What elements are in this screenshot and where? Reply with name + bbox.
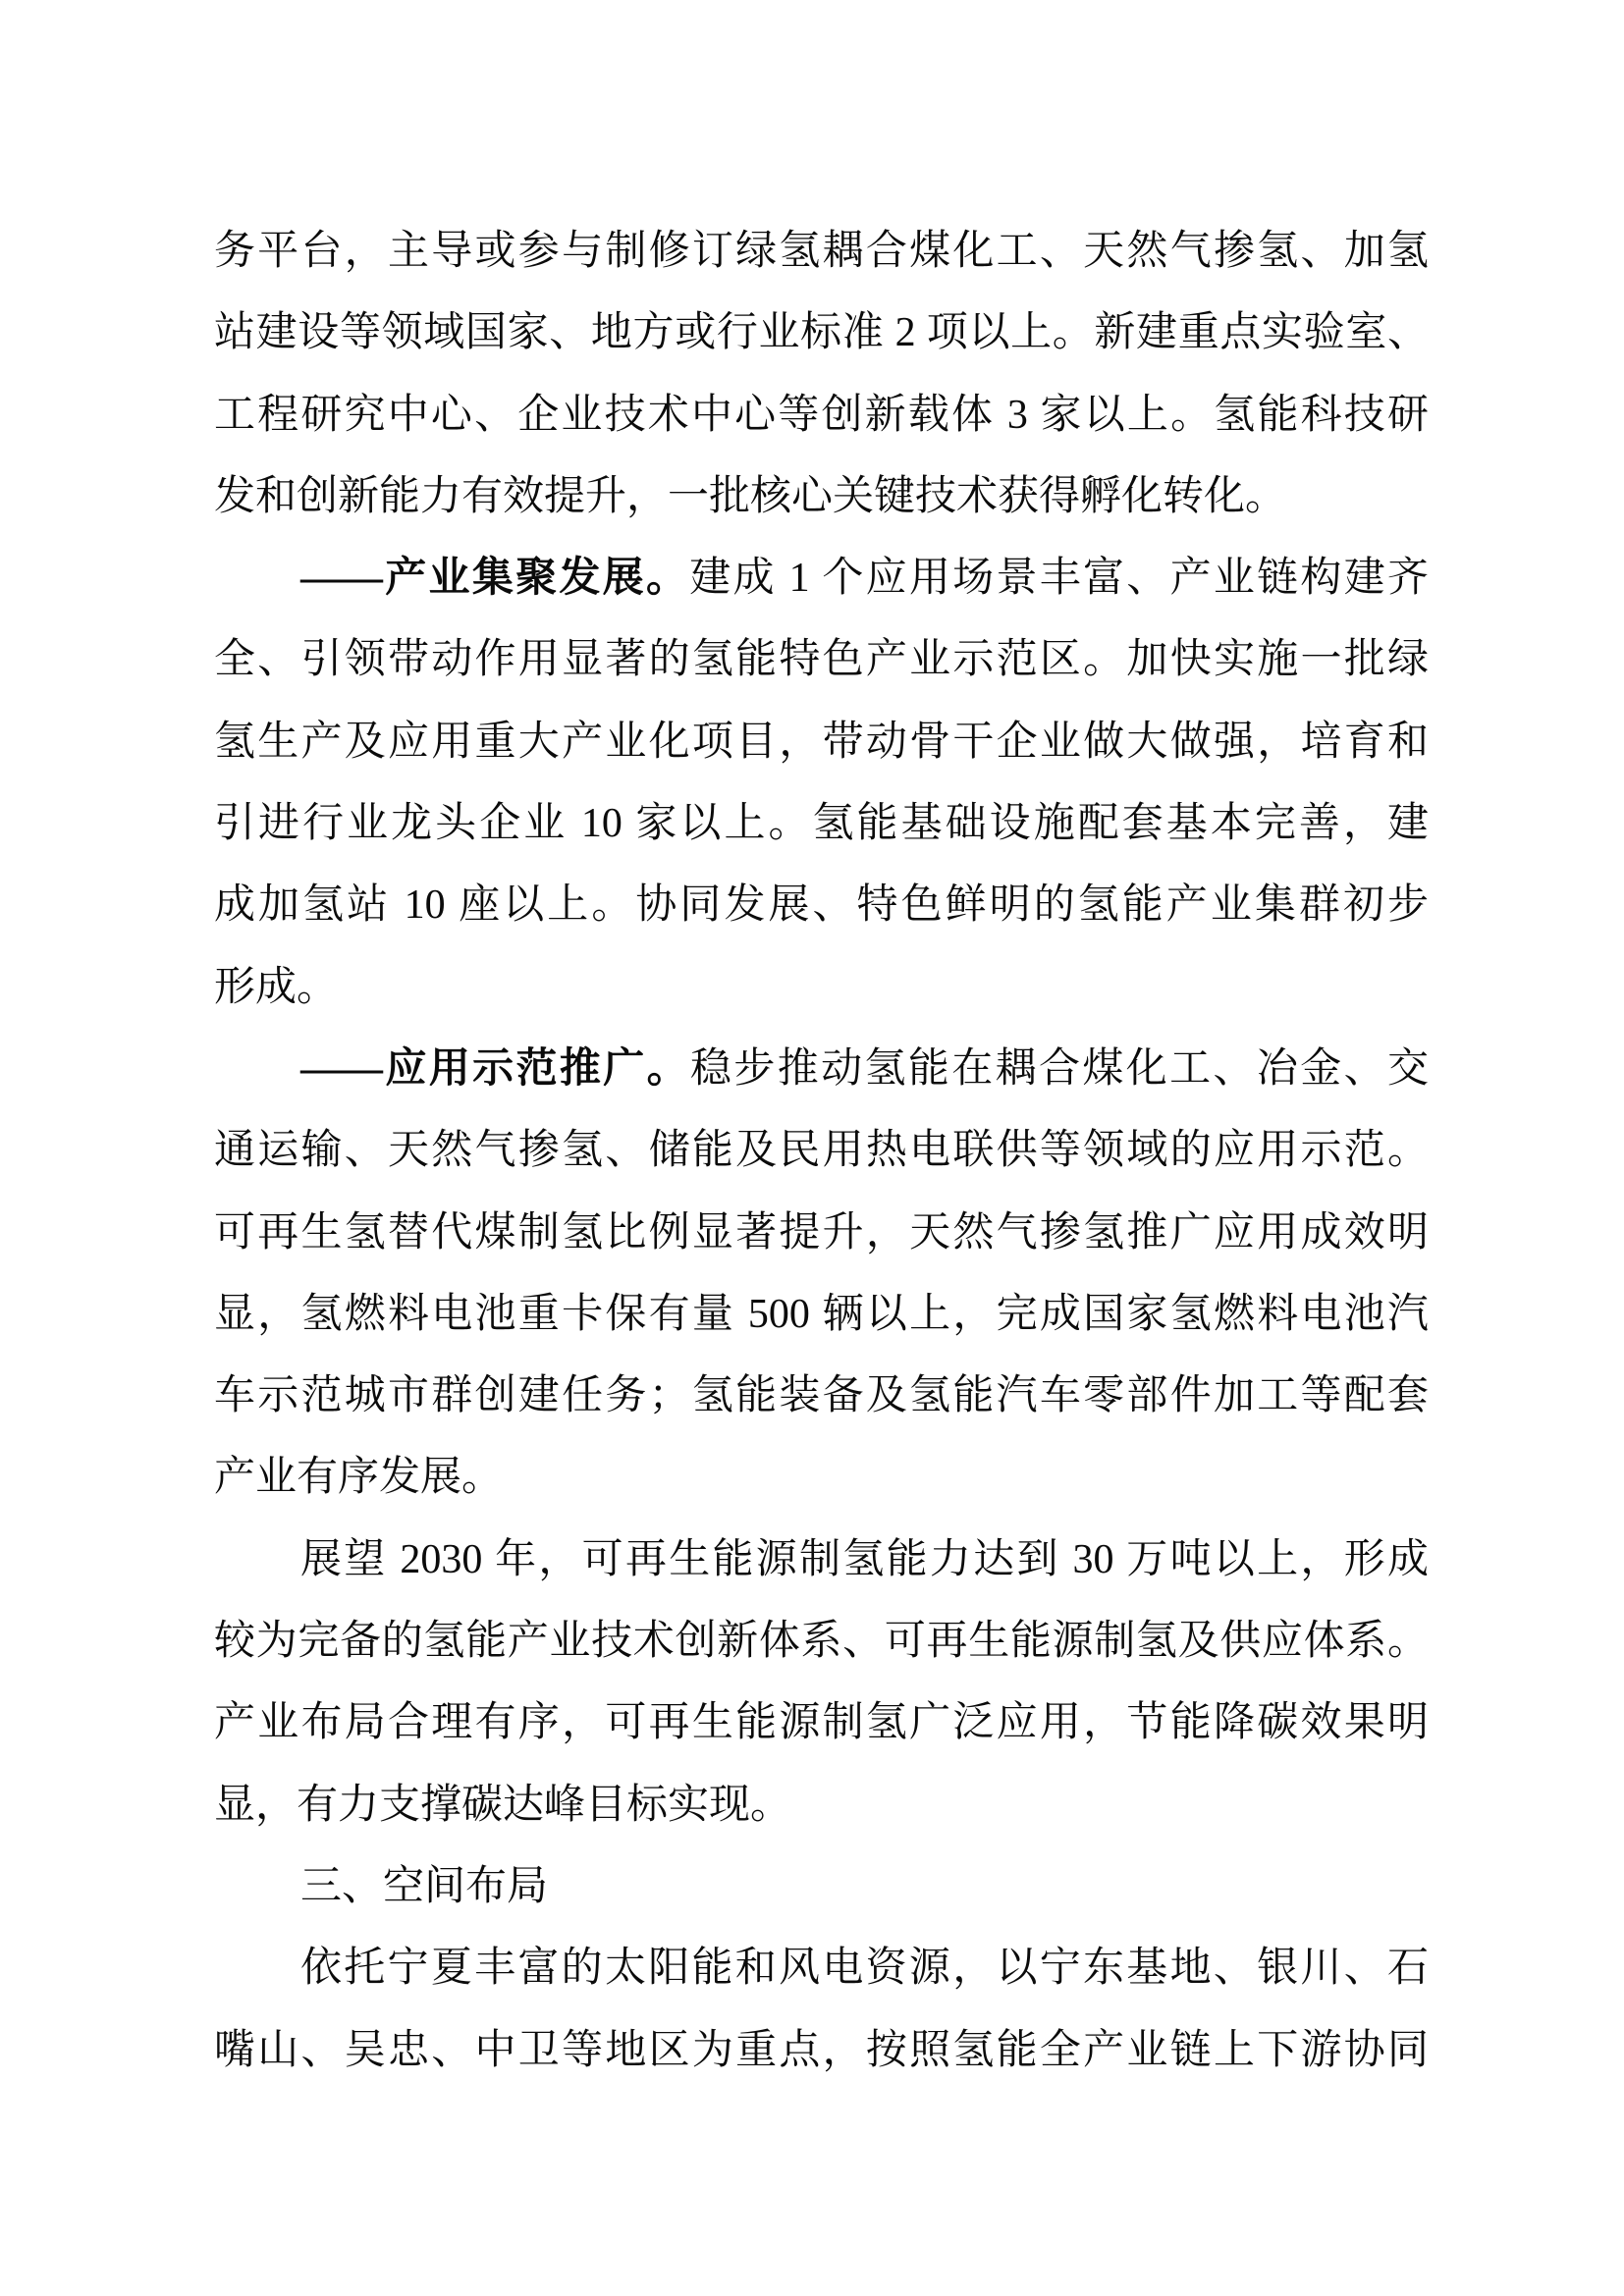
text-line [214,1029,1429,1110]
text-run: 成加氢站 10 座以上。协同发展、特色鲜明的氢能产业集群初步 [214,882,1429,929]
text-line [214,1437,1429,1519]
page-content [214,211,1429,2092]
text-line [214,1682,1429,1764]
text-run: 依托宁夏丰富的太阳能和风电资源，以宁东基地、银川、石 [300,1946,1429,1992]
text-run: 引进行业龙头企业 10 家以上。氢能基础设施配套基本完善，建 [214,801,1429,847]
text-line [214,538,1429,619]
text-run: 展望 2030 年，可再生能源制氢能力达到 30 万吨以上，形成 [300,1536,1429,1582]
text-line [214,1928,1429,2009]
text-run: 务平台，主导或参与制修订绿氢耦合煤化工、天然气掺氢、加氢 [214,229,1429,274]
text-line [214,783,1429,865]
text-run: 工程研究中心、企业技术中心等创新载体 3 家以上。氢能科技研 [214,392,1429,438]
paragraph-heading-bold: ——产业集聚发展。 [300,556,690,602]
text-line [214,1765,1429,1846]
text-line [214,702,1429,783]
text-line [214,1193,1429,1274]
text-run: 站建设等领域国家、地方或行业标准 2 项以上。新建重点实验室、 [214,310,1429,356]
section-heading-line [214,1846,1429,1928]
text-run: 较为完备的氢能产业技术创新体系、可再生能源制氢及供应体系。 [214,1619,1429,1665]
text-run: 形成。 [214,964,339,1010]
text-run: 发和创新能力有效提升，一批核心关键技术获得孵化转化。 [214,473,1287,519]
text-run: 产业布局合理有序，可再生能源制氢广泛应用，节能降碳效果明 [214,1700,1429,1746]
text-run: 可再生氢替代煤制氢比例显著提升，天然气掺氢推广应用成效明 [214,1209,1429,1255]
text-run: 嘴山、吴忠、中卫等地区为重点，按照氢能全产业链上下游协同 [214,2027,1429,2073]
text-line [214,1110,1429,1192]
text-line [214,1356,1429,1437]
text-line [214,865,1429,946]
text-run: 显，有力支撑碳达峰目标实现。 [214,1782,792,1828]
text-run: 稳步推动氢能在耦合煤化工、冶金、交 [690,1045,1429,1092]
text-run: 全、引领带动作用显著的氢能特色产业示范区。加快实施一批绿 [214,637,1429,683]
text-line [214,1601,1429,1682]
text-run: 产业有序发展。 [214,1455,504,1501]
text-run: 车示范城市群创建任务；氢能装备及氢能汽车零部件加工等配套 [214,1373,1429,1419]
text-run: 氢生产及应用重大产业化项目，带动骨干企业做大做强，培育和 [214,719,1429,765]
text-line [214,2010,1429,2092]
paragraph-heading-bold: ——应用示范推广。 [300,1045,690,1092]
text-line [214,375,1429,456]
text-line [214,947,1429,1029]
text-line [214,211,1429,293]
text-line [214,619,1429,701]
text-line [214,1520,1429,1601]
text-run: 显，氢燃料电池重卡保有量 500 辆以上，完成国家氢燃料电池汽 [214,1291,1429,1337]
section-heading-text: 三、空间布局 [300,1863,549,1909]
text-line [214,456,1429,538]
text-line [214,1274,1429,1356]
text-line [214,293,1429,374]
text-run: 建成 1 个应用场景丰富、产业链构建齐 [689,556,1429,602]
text-run: 通运输、天然气掺氢、储能及民用热电联供等领域的应用示范。 [214,1128,1429,1174]
